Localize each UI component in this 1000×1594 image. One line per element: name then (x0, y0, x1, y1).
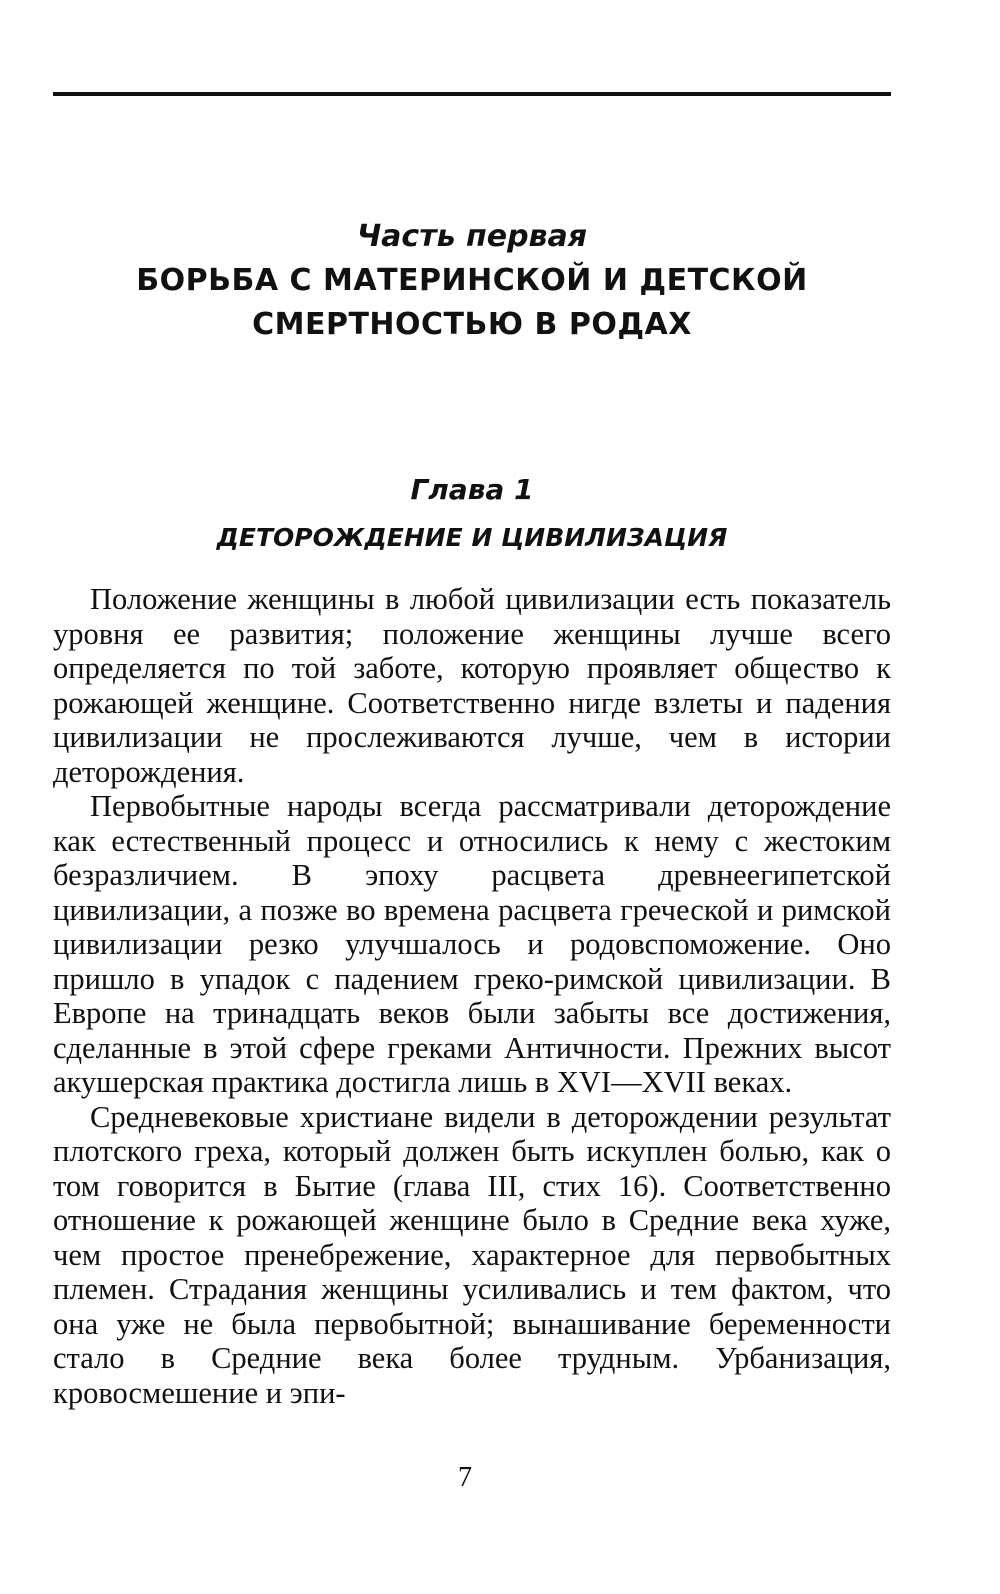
part-title-line-2: СМЕРТНОСТЬЮ В РОДАХ (252, 307, 692, 342)
part-label: Часть первая (356, 219, 588, 254)
body-text (53, 582, 891, 1410)
paragraph-2: Первобытные народы всегда рассматривали деторождение как естественный процесс и относились к нему с жестоким безразличием. В эпоху расцвета древнеегипетской цивилизации, а позже во времена расцвета греческой и римской цивилизации резко улучшалось и родовспоможение. Оно пришло в упадок с падением греко-римской цивилизации. В Европе на тринадцать веков были забыты все достижения, сделанные в этой сфере греками Античности. Прежних высот акушерская практика достигла лишь в XVI—XVII веках. (53, 789, 891, 1099)
part-heading (53, 215, 891, 347)
paragraph-3: Средневековые христиане видели в деторождении результат плотского греха, который должен быть искуплен болью, как о том говорится в Бытие (глава III, стих 16). Соответственно отношение к рожающей женщине было в Средние века хуже, чем простое пренебрежение, характерное для первобытных племен. Страдания женщины усиливались и тем фактом, что она уже не была первобытной; вынашивание беременности стало в Средние века более трудным. Урбанизация, кровосмешение и эпи- (53, 1099, 891, 1410)
chapter-title: ДЕТОРОЖДЕНИЕ И ЦИВИЛИЗАЦИЯ (216, 523, 728, 552)
part-title-line-1: БОРЬБА С МАТЕРИНСКОЙ И ДЕТСКОЙ (136, 263, 808, 298)
chapter-heading (53, 468, 891, 558)
top-rule-divider (53, 92, 891, 96)
paragraph-1: Положение женщины в любой цивилизации есть показатель уровня ее развития; положение женщины лучше всего определяется по той заботе, которую проявляет общество к рожающей женщине. Соответственно нигде взлеты и падения цивилизации не прослеживаются лучше, чем в истории деторождения. (53, 582, 891, 789)
chapter-label: Глава 1 (410, 473, 534, 506)
page-number: 7 (458, 1462, 472, 1493)
